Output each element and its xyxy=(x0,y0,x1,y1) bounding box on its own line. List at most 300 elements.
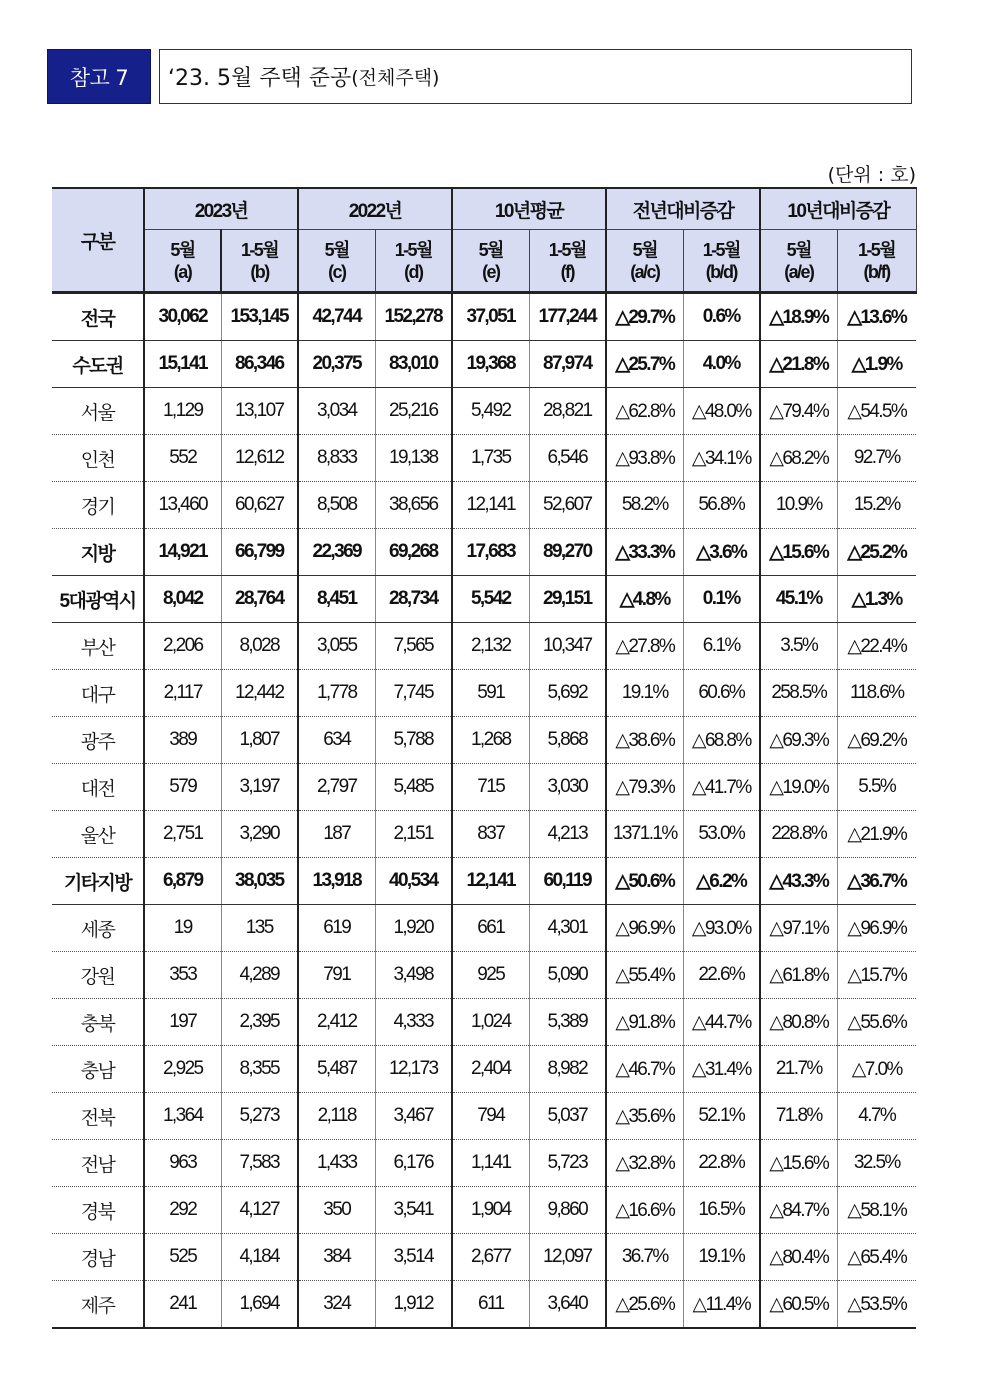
value-cell: △93.0% xyxy=(683,905,760,952)
value-cell: △18.9% xyxy=(760,293,837,341)
value-cell: 19,368 xyxy=(452,341,529,388)
value-cell: 837 xyxy=(452,811,529,858)
value-cell: 4.7% xyxy=(837,1093,916,1140)
region-cell: 전북 xyxy=(52,1093,144,1140)
value-cell: △15.6% xyxy=(760,1140,837,1187)
value-cell: 1,364 xyxy=(144,1093,221,1140)
value-cell: △3.6% xyxy=(683,529,760,576)
value-cell: 3,197 xyxy=(221,764,298,811)
value-cell: 12,442 xyxy=(221,670,298,717)
value-cell: 1,268 xyxy=(452,717,529,764)
subheader-cell xyxy=(606,230,683,293)
subheader-cell xyxy=(144,230,221,293)
subheader-period: 1-5월 xyxy=(702,239,740,260)
value-cell: 6.1% xyxy=(683,623,760,670)
region-cell: 인천 xyxy=(52,435,144,482)
value-cell: 12,612 xyxy=(221,435,298,482)
value-cell: 58.2% xyxy=(606,482,683,529)
value-cell: △61.8% xyxy=(760,952,837,999)
page-title xyxy=(159,49,912,104)
value-cell: 1,778 xyxy=(298,670,375,717)
value-cell: 5.5% xyxy=(837,764,916,811)
value-cell: 7,583 xyxy=(221,1140,298,1187)
value-cell: 5,868 xyxy=(529,717,606,764)
region-cell: 서울 xyxy=(52,388,144,435)
value-cell: 19,138 xyxy=(375,435,452,482)
value-cell: △38.6% xyxy=(606,717,683,764)
subheader-period: 1-5월 xyxy=(394,239,432,260)
value-cell: 634 xyxy=(298,717,375,764)
table-row xyxy=(52,388,916,435)
region-cell: 전남 xyxy=(52,1140,144,1187)
value-cell: 794 xyxy=(452,1093,529,1140)
value-cell: 1,024 xyxy=(452,999,529,1046)
subheader-code: (f) xyxy=(560,261,574,282)
table-row xyxy=(52,1093,916,1140)
reference-badge-label: 참고 7 xyxy=(69,65,129,90)
value-cell: △68.2% xyxy=(760,435,837,482)
value-cell: 1,912 xyxy=(375,1281,452,1329)
value-cell: 5,492 xyxy=(452,388,529,435)
subheader-code: (a/e) xyxy=(784,261,814,282)
value-cell: 118.6% xyxy=(837,670,916,717)
value-cell: 8,982 xyxy=(529,1046,606,1093)
header-row-groups xyxy=(52,188,916,230)
housing-completion-table xyxy=(52,187,917,1329)
value-cell: 8,355 xyxy=(221,1046,298,1093)
value-cell: 86,346 xyxy=(221,341,298,388)
value-cell: △80.8% xyxy=(760,999,837,1046)
value-cell: 17,683 xyxy=(452,529,529,576)
value-cell: 2,395 xyxy=(221,999,298,1046)
region-cell: 경남 xyxy=(52,1234,144,1281)
value-cell: 9,860 xyxy=(529,1187,606,1234)
value-cell: 591 xyxy=(452,670,529,717)
value-cell: △55.4% xyxy=(606,952,683,999)
value-cell: △1.3% xyxy=(837,576,916,623)
table-row xyxy=(52,435,916,482)
value-cell: 925 xyxy=(452,952,529,999)
value-cell: △34.1% xyxy=(683,435,760,482)
value-cell: △93.8% xyxy=(606,435,683,482)
table-row xyxy=(52,293,916,341)
region-cell: 기타지방 xyxy=(52,858,144,905)
value-cell: 1,920 xyxy=(375,905,452,952)
value-cell: 30,062 xyxy=(144,293,221,341)
value-cell: △32.8% xyxy=(606,1140,683,1187)
value-cell: 258.5% xyxy=(760,670,837,717)
value-cell: 5,542 xyxy=(452,576,529,623)
value-cell: 8,508 xyxy=(298,482,375,529)
value-cell: 60.6% xyxy=(683,670,760,717)
value-cell: 3,467 xyxy=(375,1093,452,1140)
value-cell: 2,151 xyxy=(375,811,452,858)
value-cell: 228.8% xyxy=(760,811,837,858)
value-cell: 22.6% xyxy=(683,952,760,999)
value-cell: 791 xyxy=(298,952,375,999)
value-cell: 2,132 xyxy=(452,623,529,670)
table-row xyxy=(52,341,916,388)
value-cell: 29,151 xyxy=(529,576,606,623)
value-cell: △13.6% xyxy=(837,293,916,341)
value-cell: △46.7% xyxy=(606,1046,683,1093)
region-column-header: 구분 xyxy=(52,188,144,293)
value-cell: 32.5% xyxy=(837,1140,916,1187)
value-cell: 5,037 xyxy=(529,1093,606,1140)
table-row xyxy=(52,1046,916,1093)
table-row xyxy=(52,670,916,717)
value-cell: △25.7% xyxy=(606,341,683,388)
value-cell: 4,184 xyxy=(221,1234,298,1281)
table-row xyxy=(52,999,916,1046)
value-cell: 4,127 xyxy=(221,1187,298,1234)
value-cell: △43.3% xyxy=(760,858,837,905)
value-cell: 2,118 xyxy=(298,1093,375,1140)
value-cell: 28,821 xyxy=(529,388,606,435)
value-cell: 3,030 xyxy=(529,764,606,811)
value-cell: 611 xyxy=(452,1281,529,1329)
value-cell: 10.9% xyxy=(760,482,837,529)
value-cell: 7,745 xyxy=(375,670,452,717)
value-cell: △25.6% xyxy=(606,1281,683,1329)
value-cell: 389 xyxy=(144,717,221,764)
group-header-10yr-change: 10년대비증감 xyxy=(760,188,916,230)
value-cell: 3,514 xyxy=(375,1234,452,1281)
value-cell: 3,290 xyxy=(221,811,298,858)
value-cell: 5,485 xyxy=(375,764,452,811)
value-cell: 2,117 xyxy=(144,670,221,717)
value-cell: 715 xyxy=(452,764,529,811)
value-cell: 292 xyxy=(144,1187,221,1234)
value-cell: 2,412 xyxy=(298,999,375,1046)
value-cell: 21.7% xyxy=(760,1046,837,1093)
value-cell: △48.0% xyxy=(683,388,760,435)
region-cell: 전국 xyxy=(52,293,144,341)
value-cell: 525 xyxy=(144,1234,221,1281)
value-cell: △7.0% xyxy=(837,1046,916,1093)
value-cell: 197 xyxy=(144,999,221,1046)
subheader-period: 1-5월 xyxy=(240,239,278,260)
region-cell: 지방 xyxy=(52,529,144,576)
subheader-cell xyxy=(298,230,375,293)
value-cell: 7,565 xyxy=(375,623,452,670)
value-cell: △21.9% xyxy=(837,811,916,858)
value-cell: 5,389 xyxy=(529,999,606,1046)
table-row xyxy=(52,717,916,764)
value-cell: 5,723 xyxy=(529,1140,606,1187)
region-cell: 경기 xyxy=(52,482,144,529)
value-cell: 28,764 xyxy=(221,576,298,623)
value-cell: 13,918 xyxy=(298,858,375,905)
table-row xyxy=(52,858,916,905)
value-cell: 384 xyxy=(298,1234,375,1281)
value-cell: 4,333 xyxy=(375,999,452,1046)
value-cell: 619 xyxy=(298,905,375,952)
subheader-code: (a/c) xyxy=(630,261,660,282)
subheader-code: (e) xyxy=(482,261,500,282)
value-cell: 87,974 xyxy=(529,341,606,388)
value-cell: 12,141 xyxy=(452,482,529,529)
value-cell: 5,788 xyxy=(375,717,452,764)
value-cell: 60,627 xyxy=(221,482,298,529)
value-cell: 45.1% xyxy=(760,576,837,623)
value-cell: 177,244 xyxy=(529,293,606,341)
value-cell: 38,035 xyxy=(221,858,298,905)
value-cell: △15.7% xyxy=(837,952,916,999)
subheader-period: 1-5월 xyxy=(548,239,586,260)
subheader-code: (c) xyxy=(328,261,346,282)
value-cell: △53.5% xyxy=(837,1281,916,1329)
value-cell: 1,694 xyxy=(221,1281,298,1329)
value-cell: 60,119 xyxy=(529,858,606,905)
value-cell: 4,213 xyxy=(529,811,606,858)
value-cell: △69.3% xyxy=(760,717,837,764)
region-cell: 수도권 xyxy=(52,341,144,388)
value-cell: △44.7% xyxy=(683,999,760,1046)
value-cell: 1,141 xyxy=(452,1140,529,1187)
group-header-2022: 2022년 xyxy=(298,188,452,230)
header-row-subheaders xyxy=(52,230,916,293)
value-cell: 135 xyxy=(221,905,298,952)
value-cell: △97.1% xyxy=(760,905,837,952)
value-cell: △15.6% xyxy=(760,529,837,576)
value-cell: △41.7% xyxy=(683,764,760,811)
value-cell: △1.9% xyxy=(837,341,916,388)
reference-badge xyxy=(47,49,151,104)
value-cell: △35.6% xyxy=(606,1093,683,1140)
value-cell: 42,744 xyxy=(298,293,375,341)
value-cell: △19.0% xyxy=(760,764,837,811)
value-cell: 5,273 xyxy=(221,1093,298,1140)
value-cell: △84.7% xyxy=(760,1187,837,1234)
value-cell: 1,807 xyxy=(221,717,298,764)
value-cell: 36.7% xyxy=(606,1234,683,1281)
value-cell: △33.3% xyxy=(606,529,683,576)
subheader-code: (a) xyxy=(173,261,192,282)
value-cell: 56.8% xyxy=(683,482,760,529)
value-cell: 6,879 xyxy=(144,858,221,905)
value-cell: 38,656 xyxy=(375,482,452,529)
table-row xyxy=(52,623,916,670)
value-cell: 963 xyxy=(144,1140,221,1187)
value-cell: 15.2% xyxy=(837,482,916,529)
subheader-period: 1-5월 xyxy=(858,239,896,260)
value-cell: △68.8% xyxy=(683,717,760,764)
value-cell: 37,051 xyxy=(452,293,529,341)
value-cell: 83,010 xyxy=(375,341,452,388)
value-cell: △91.8% xyxy=(606,999,683,1046)
value-cell: 16.5% xyxy=(683,1187,760,1234)
value-cell: 3,541 xyxy=(375,1187,452,1234)
region-cell: 강원 xyxy=(52,952,144,999)
value-cell: △27.8% xyxy=(606,623,683,670)
page-title-main: ‘23. 5월 주택 준공 xyxy=(168,66,352,91)
value-cell: △96.9% xyxy=(837,905,916,952)
subheader-code: (b) xyxy=(250,261,269,282)
value-cell: 19 xyxy=(144,905,221,952)
region-cell: 충남 xyxy=(52,1046,144,1093)
subheader-cell xyxy=(221,230,298,293)
table-row xyxy=(52,811,916,858)
value-cell: 1,735 xyxy=(452,435,529,482)
value-cell: 10,347 xyxy=(529,623,606,670)
value-cell: 14,921 xyxy=(144,529,221,576)
value-cell: △58.1% xyxy=(837,1187,916,1234)
group-header-2023: 2023년 xyxy=(144,188,298,230)
subheader-period: 5월 xyxy=(632,239,657,260)
value-cell: 25,216 xyxy=(375,388,452,435)
value-cell: △21.8% xyxy=(760,341,837,388)
value-cell: 2,751 xyxy=(144,811,221,858)
value-cell: △29.7% xyxy=(606,293,683,341)
value-cell: 22,369 xyxy=(298,529,375,576)
value-cell: 28,734 xyxy=(375,576,452,623)
value-cell: 71.8% xyxy=(760,1093,837,1140)
value-cell: 5,487 xyxy=(298,1046,375,1093)
value-cell: 1371.1% xyxy=(606,811,683,858)
region-cell: 부산 xyxy=(52,623,144,670)
value-cell: △79.4% xyxy=(760,388,837,435)
table-row xyxy=(52,1234,916,1281)
value-cell: 552 xyxy=(144,435,221,482)
value-cell: 3,640 xyxy=(529,1281,606,1329)
value-cell: 12,173 xyxy=(375,1046,452,1093)
value-cell: 3,498 xyxy=(375,952,452,999)
unit-label: (단위 : 호) xyxy=(827,164,916,186)
value-cell: 4,289 xyxy=(221,952,298,999)
value-cell: △69.2% xyxy=(837,717,916,764)
value-cell: 13,107 xyxy=(221,388,298,435)
value-cell: 8,833 xyxy=(298,435,375,482)
value-cell: 152,278 xyxy=(375,293,452,341)
subheader-code: (b/d) xyxy=(705,261,737,282)
subheader-period: 5월 xyxy=(324,239,349,260)
subheader-code: (b/f) xyxy=(863,261,890,282)
value-cell: 22.8% xyxy=(683,1140,760,1187)
value-cell: 66,799 xyxy=(221,529,298,576)
table-row xyxy=(52,1281,916,1329)
value-cell: △79.3% xyxy=(606,764,683,811)
subheader-cell xyxy=(375,230,452,293)
value-cell: △16.6% xyxy=(606,1187,683,1234)
value-cell: 4.0% xyxy=(683,341,760,388)
table-row xyxy=(52,1187,916,1234)
value-cell: 353 xyxy=(144,952,221,999)
value-cell: 0.1% xyxy=(683,576,760,623)
value-cell: △6.2% xyxy=(683,858,760,905)
page-title-sub: (전체주택) xyxy=(351,67,440,89)
subheader-period: 5월 xyxy=(170,239,195,260)
region-cell: 충북 xyxy=(52,999,144,1046)
value-cell: 0.6% xyxy=(683,293,760,341)
region-cell: 세종 xyxy=(52,905,144,952)
table-row xyxy=(52,764,916,811)
value-cell: 53.0% xyxy=(683,811,760,858)
value-cell: 8,028 xyxy=(221,623,298,670)
value-cell: 579 xyxy=(144,764,221,811)
value-cell: 2,797 xyxy=(298,764,375,811)
value-cell: 69,268 xyxy=(375,529,452,576)
value-cell: 3,055 xyxy=(298,623,375,670)
value-cell: 241 xyxy=(144,1281,221,1329)
group-header-yoy-change: 전년대비증감 xyxy=(606,188,760,230)
region-cell: 5대광역시 xyxy=(52,576,144,623)
value-cell: △96.9% xyxy=(606,905,683,952)
table-row xyxy=(52,905,916,952)
value-cell: 1,904 xyxy=(452,1187,529,1234)
value-cell: 12,097 xyxy=(529,1234,606,1281)
value-cell: 1,433 xyxy=(298,1140,375,1187)
value-cell: 92.7% xyxy=(837,435,916,482)
group-header-10yr-avg: 10년평균 xyxy=(452,188,606,230)
region-cell: 광주 xyxy=(52,717,144,764)
value-cell: 52,607 xyxy=(529,482,606,529)
value-cell: 52.1% xyxy=(683,1093,760,1140)
value-cell: 2,677 xyxy=(452,1234,529,1281)
subheader-cell xyxy=(529,230,606,293)
value-cell: △31.4% xyxy=(683,1046,760,1093)
value-cell: 187 xyxy=(298,811,375,858)
region-cell: 경북 xyxy=(52,1187,144,1234)
region-cell: 제주 xyxy=(52,1281,144,1329)
value-cell: 12,141 xyxy=(452,858,529,905)
subheader-cell xyxy=(837,230,916,293)
value-cell: 4,301 xyxy=(529,905,606,952)
value-cell: 5,692 xyxy=(529,670,606,717)
value-cell: 5,090 xyxy=(529,952,606,999)
value-cell: 6,176 xyxy=(375,1140,452,1187)
value-cell: 153,145 xyxy=(221,293,298,341)
table-row xyxy=(52,1140,916,1187)
table-body xyxy=(52,293,916,1329)
value-cell: 2,404 xyxy=(452,1046,529,1093)
value-cell: △65.4% xyxy=(837,1234,916,1281)
table-row xyxy=(52,952,916,999)
table-header xyxy=(52,188,916,293)
value-cell: 13,460 xyxy=(144,482,221,529)
value-cell: 324 xyxy=(298,1281,375,1329)
value-cell: △60.5% xyxy=(760,1281,837,1329)
value-cell: △4.8% xyxy=(606,576,683,623)
value-cell: 8,042 xyxy=(144,576,221,623)
value-cell: △25.2% xyxy=(837,529,916,576)
value-cell: 2,925 xyxy=(144,1046,221,1093)
value-cell: △22.4% xyxy=(837,623,916,670)
value-cell: △54.5% xyxy=(837,388,916,435)
value-cell: △80.4% xyxy=(760,1234,837,1281)
subheader-cell xyxy=(683,230,760,293)
value-cell: 20,375 xyxy=(298,341,375,388)
value-cell: 3,034 xyxy=(298,388,375,435)
value-cell: 1,129 xyxy=(144,388,221,435)
value-cell: 661 xyxy=(452,905,529,952)
subheader-period: 5월 xyxy=(478,239,503,260)
value-cell: 89,270 xyxy=(529,529,606,576)
value-cell: △50.6% xyxy=(606,858,683,905)
table-row xyxy=(52,576,916,623)
region-cell: 대전 xyxy=(52,764,144,811)
value-cell: 15,141 xyxy=(144,341,221,388)
subheader-code: (d) xyxy=(404,261,423,282)
subheader-period: 5월 xyxy=(786,239,811,260)
subheader-cell xyxy=(760,230,837,293)
value-cell: △11.4% xyxy=(683,1281,760,1329)
region-cell: 대구 xyxy=(52,670,144,717)
table-row xyxy=(52,529,916,576)
value-cell: △36.7% xyxy=(837,858,916,905)
value-cell: 3.5% xyxy=(760,623,837,670)
value-cell: 19.1% xyxy=(683,1234,760,1281)
